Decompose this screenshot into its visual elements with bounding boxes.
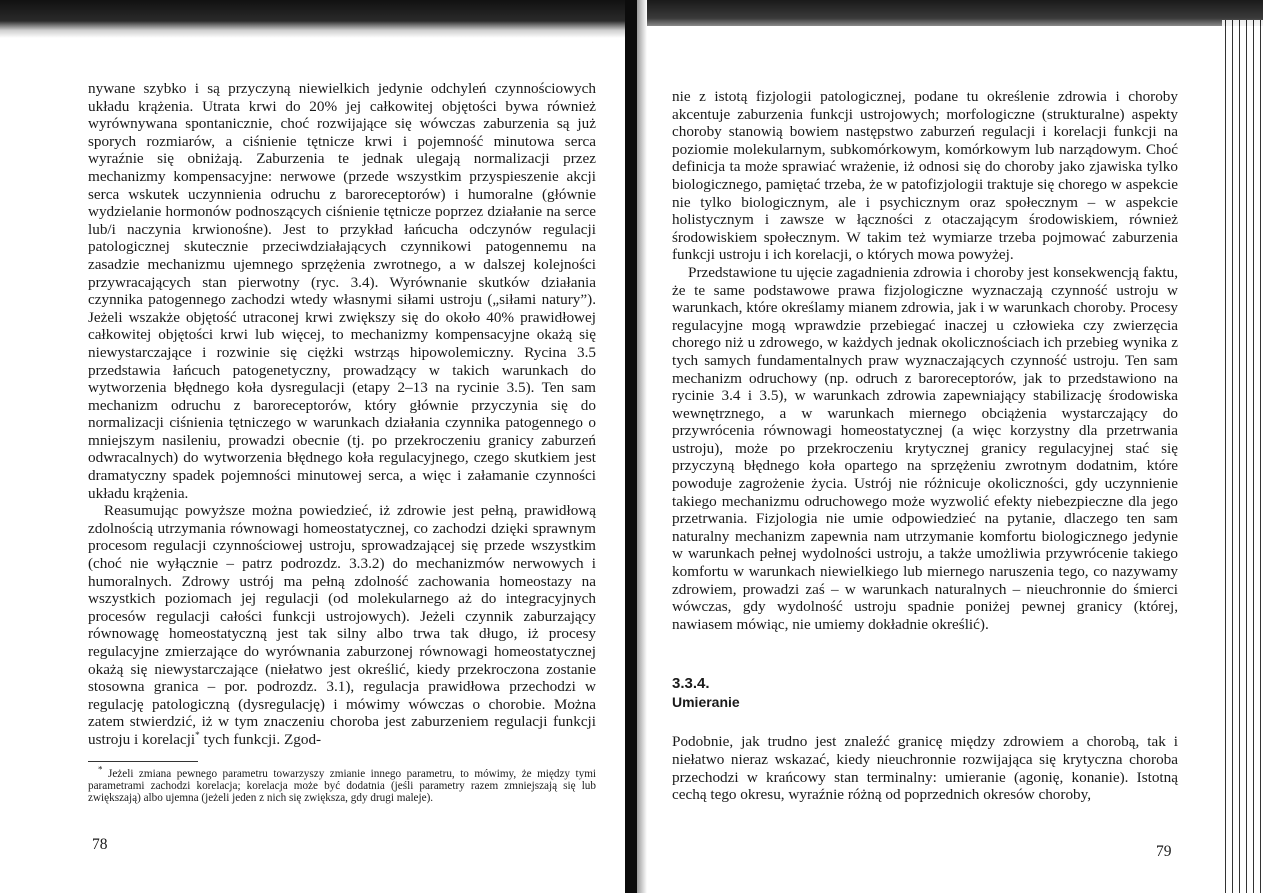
section-title: Umieranie (672, 694, 740, 711)
page-edges (1222, 20, 1263, 893)
footnote-text: Jeżeli zmiana pewnego parametru towarzyszy zmianie innego parametru, to mówimy, że między tymi parametrami zachodzi korelacja; korelacja może być dodatnia (jeśli parametry razem zmniejszają się lub zwiększają) albo ujemna (jeżeli jeden z nich się zwiększa, gdy drugi maleje). (88, 767, 597, 805)
footnote-rule (88, 761, 198, 762)
paragraph-text-tail: tych funkcji. Zgod- (203, 730, 322, 748)
gutter-shadow (637, 0, 647, 893)
section-number: 3.3.4. (672, 675, 710, 693)
right-page (672, 88, 1178, 804)
footnote (88, 763, 597, 805)
page-number-right: 79 (1156, 843, 1172, 860)
body-paragraph: Podobnie, jak trudno jest znaleźć granicę między zdrowiem a chorobą, tak i niełatwo nieraz wskazać, kiedy nieuchronnie rozwijająca się krytyczna choroba przechodzi w krańcowy stan terminalny: umieranie (agonię, konanie). Istotną cechą tego okresu, wyraźnie różną od poprzednich okresów choroby, (672, 733, 1178, 804)
footnote-marker: * (98, 763, 103, 774)
footnote-marker: * (195, 729, 200, 740)
body-paragraph: Przedstawione tu ujęcie zagadnienia zdrowia i choroby jest konsekwencją faktu, że te same podstawowe prawa fizjologiczne wyznaczają czynność ustroju w warunkach, które określamy mianem zdrowia, jak i w warunkach choroby. Procesy regulacyjne mogą wprawdzie przebiegać inaczej u człowieka czy zwierzęcia chorego niż u zdrowego, w każdych jednak okolicznościach ich przebieg wynika z tych samych fundamentalnych praw wyznaczających czynność ustroju. Ten sam mechanizm odruchowy (np. odruch z baroreceptorów, jak to przedstawiono na rycinie 3.4 i 3.5), w warunkach zdrowia zapewniający stabilizację środowiska wewnętrznego, a w warunkach miernego obciążenia wystarczający do przywrócenia równowagi homeostatycznej (a więc korzystny dla przetrwania ustroju), może po przekroczeniu krytycznej granicy regulacyjnej stać się przyczyną błędnego koła opartego na sprzężeniu zwrotnym dodatnim, które powoduje zagrożenie życia. Ustrój nie różnicuje okoliczności, gdy uczynnienie takiego mechanizmu odruchowego może wyzwolić efekty niebezpieczne dla jego przetrwania. Fizjologia nie umie odpowiedzieć na pytanie, dlaczego ten sam naturalny mechanizm zapewnia nam utrzymanie komfortu biologicznego jedynie w warunkach pełnej wydolności ustroju, a także umożliwia przywrócenie takiego komfortu w warunkach niewielkiego lub miernego naruszenia tego, co nazywamy zdrowiem, prowadzi zaś – w warunkach naturalnych – nieuchronnie do śmierci wówczas, gdy wydolność ustroju spadnie poniżej pewnej granicy (której, nawiasem mówiąc, nie umiemy dokładnie określić). (672, 263, 1178, 633)
book-gutter (625, 0, 637, 893)
scan-top-shadow-left (0, 0, 630, 38)
body-paragraph (88, 502, 596, 748)
left-page (88, 80, 596, 805)
paragraph-text: Reasumując powyższe można powiedzieć, iż zdrowie jest pełną, prawidłową zdolnością utrzymania równowagi homeostatycznej, co zachodzi dzięki sprawnym procesom regulacji czynnościowej ustroju, sprowadzającej się przede wszystkim (choć nie wyłącznie – patrz podrozdz. 3.3.2) do mechanizmów nerwowych i humoralnych. Zdrowy ustrój ma pełną zdolność zachowania homeostazy na wszystkich poziomach jej regulacji (od molekularnego aż do integracyjnych procesów regulacji całości funkcji ustrojowych). Jeżeli czynnik zaburzający równowagę homeostatyczną jest tak silny albo trwa tak długo, iż procesy regulacyjne zmierzające do wyrównania zaburzonej równowagi homeostatycznej okażą się niewystarczające (niełatwo jest określić, kiedy przekroczona zostanie stosowna granica – por. podrozdz. 3.1), regulacja prawidłowa przechodzi w regulację patologiczną (dysregulację) i mówimy wówczas o chorobie. Można zatem stwierdzić, iż w tym znaczeniu choroba jest zaburzeniem regulacji funkcji ustroju i korelacji (88, 502, 596, 748)
page-number-left: 78 (92, 836, 108, 853)
body-paragraph: nie z istotą fizjologii patologicznej, podane tu określenie zdrowia i choroby akcentuje zaburzenia funkcji ustrojowych; morfologiczne (strukturalne) aspekty choroby stanowią bowiem następstwo zaburzeń regulacji i korelacji funkcji na poziomie molekularnym, subkomórkowym, komórkowym lub narządowym. Choć definicja ta może sprawiać wrażenie, iż odnosi się do choroby jako zjawiska tylko biologicznego, pamiętać trzeba, że w patofizjologii traktuje się chorego w aspekcie nie tylko biologicznym, ale i psychicznym oraz społecznym – w aspekcie holistycznym i zawsze w łączności z otaczającym środowiskiem, również środowiskiem społecznym. W takim też wymiarze trzeba pojmować zaburzenia funkcji ustroju i ich korelacji, o których mowa powyżej. (672, 88, 1178, 264)
body-paragraph: nywane szybko i są przyczyną niewielkich jedynie odchyleń czynnościowych układu krążenia. Utrata krwi do 20% jej całkowitej objętości bywa również wyrównywana spontanicznie, choć rozwijające się wówczas zaburzenia są już sporych rozmiarów, a ciśnienie tętnicze krwi i pojemność minutowa serca wyraźnie się obniżają. Zaburzenia te jednak ulegają normalizacji przez mechanizmy kompensacyjne: nerwowe (przede wszystkim przyspieszenie akcji serca wskutek uczynnienia odruchu z baroreceptorów) i humoralne (głównie wydzielanie hormonów podnoszących ciśnienie tętnicze poprzez działanie na serce lub/i naczynia krwionośne). Jest to przykład łańcucha odczynów regulacji patologicznej skutecznie przeciwdziałających czynnikowi patogennemu na zasadzie mechanizmu ujemnego sprzężenia zwrotnego, a w dalszej kolejności przywracających stan pierwotny (ryc. 3.4). Wyrównanie skutków działania czynnika patogennego zachodzi wtedy własnymi siłami ustroju („siłami natury”). Jeżeli wszakże objętość utraconej krwi zwiększy się do około 40% prawidłowej całkowitej objętości krwi lub więcej, to mechanizmy kompensacyjne okażą się niewystarczające i rozwinie się ciężki wstrząs hipowolemiczny. Rycina 3.5 przedstawia łańcuch patogenetyczny, prowadzący w takich warunkach do wytworzenia błędnego koła dysregulacji (etapy 2–13 na rycinie 3.5). Ten sam mechanizm odruchu z baroreceptorów, który głównie przyczynia się do normalizacji ciśnienia tętniczego w warunkach działania czynnika patogennego o mniejszym nasileniu, prowadzi obecnie (tj. po przekroczeniu granicy zaburzeń odwracalnych) do wytworzenia błędnego koła regulacyjnego, czego skutkiem jest dramatyczny spadek pojemności minutowej serca, a więc i załamanie czynności układu krążenia. (88, 80, 596, 502)
